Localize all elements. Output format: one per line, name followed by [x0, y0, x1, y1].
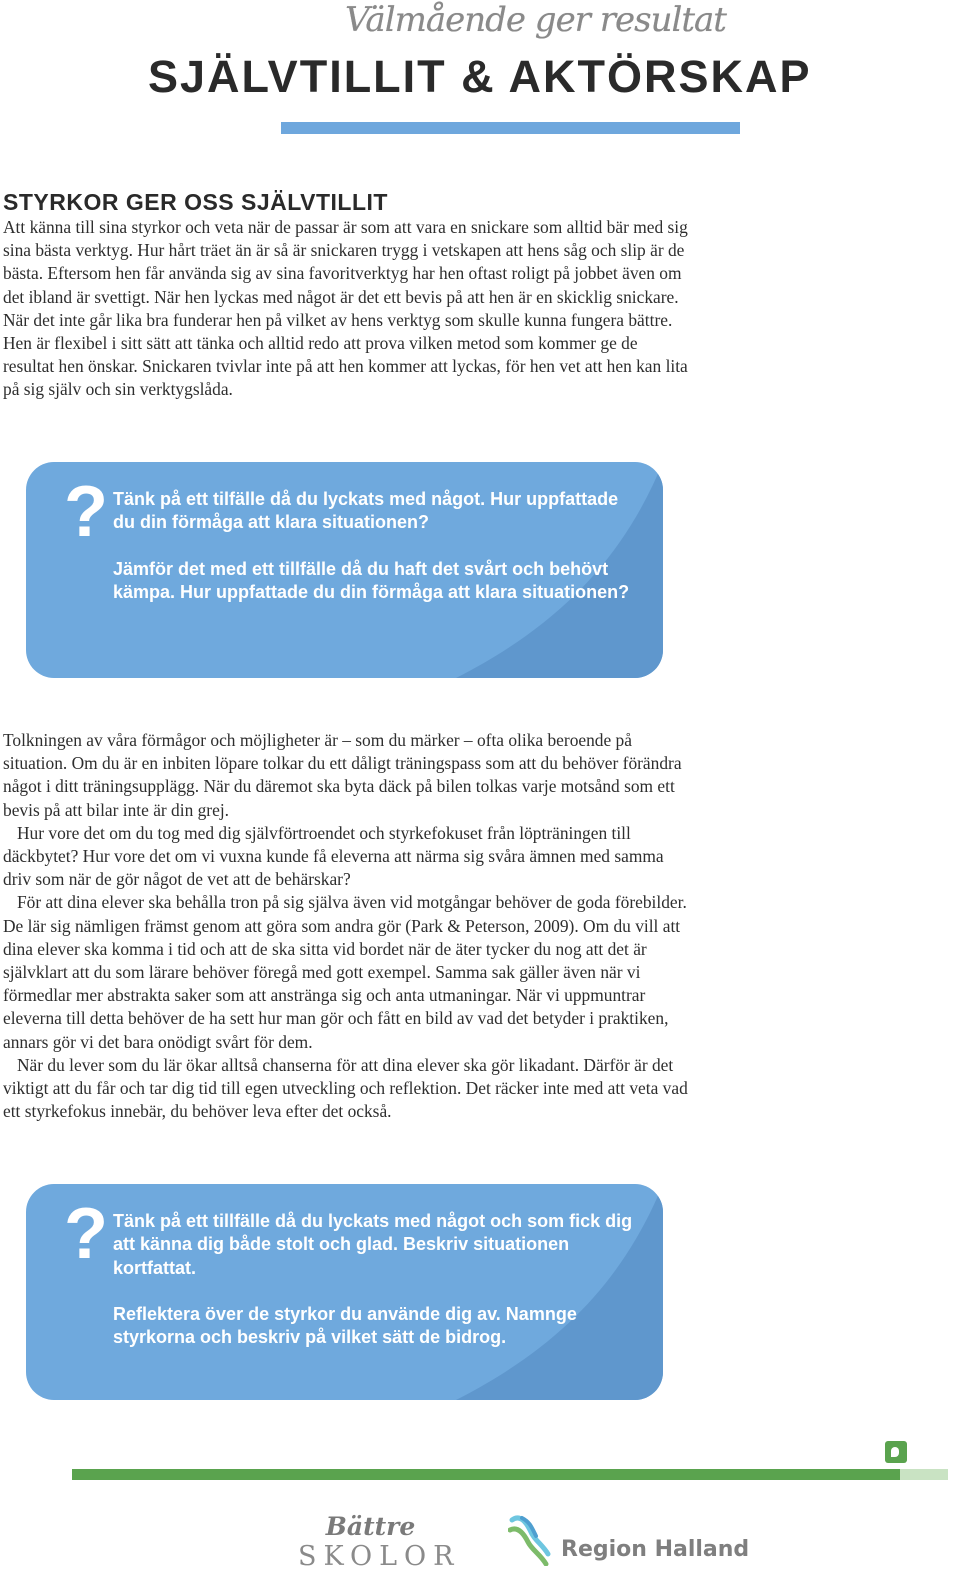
battre-skolor-logo — [298, 1512, 461, 1574]
intro-text — [3, 216, 693, 402]
main-paragraph: Hur vore det om du tog med dig självförtroendet och styrkefokuset från löpträningen till däckbytet? Hur vore det om vi vuxna kunde få eleverna att närma sig svåra ämnen med samma driv som när de gör något de vet att de behärskar? — [3, 822, 664, 890]
main-text — [3, 729, 693, 1123]
logo-caps-text: SKOLOR — [298, 1541, 461, 1572]
speech-bubble-icon — [885, 1441, 907, 1463]
region-halland-mark-icon — [508, 1514, 558, 1566]
section-heading: STYRKOR GER OSS SJÄLVTILLIT — [3, 189, 388, 215]
region-halland-text: Region Halland — [561, 1537, 750, 1562]
question-mark-icon: ? — [64, 472, 108, 552]
region-halland-logo — [508, 1514, 750, 1566]
intro-paragraph: Att känna till sina styrkor och veta när de passar är som att vara en snickare som alltid bär med sig sina bästa verktyg. Hur hårt träet än är så är snickaren trygg i vetskapen att hens såg och slip är de bästa. Eftersom hen får använda sig av sina favoritverktyg har hen oftast roligt på jobbet även om det ibland är svettigt. När hen lyckas med något är det ett bevis på att hen är en skicklig snickare. När det inte går lika bra funderar hen på vilket av hens verktyg som skulle kunna fungera bättre. Hen är flexibel i sitt sätt att tänka och alltid redo att prova vilken metod som kommer ge de resultat hen önskar. Snickaren tvivlar inte på att hen kommer att lyckas, för hen vet att hen kan lita på sig själv och sin verktygslåda. — [3, 217, 688, 400]
footer-green-bar-light — [900, 1469, 948, 1480]
question-box-text — [113, 488, 633, 627]
title-underline — [281, 122, 740, 134]
main-paragraph: För att dina elever ska behålla tron på sig själva även vid motgångar behöver de goda förebilder. De lär sig nämligen främst genom att göra som andra gör (Park & Peterson, 2009). Om du vill att dina elever ska komma i tid och att de ska sitta vid bordet när de äter tycker du nog att det är självklart att du som lärare behöver föregå med gott exempel. Samma sak gäller även när vi förmedlar mer abstrakta saker som att anstränga sig och anta utmaningar. När vi uppmuntrar eleverna till detta behöver de ha sett hur man gör och fått en bild av vad det betyder i praktiken, annars gör vi det bara onödigt svårt för dem. — [3, 892, 687, 1052]
main-paragraph: Tolkningen av våra förmågor och möjligheter är – som du märker – ofta olika beroende på situation. Om du är en inbiten löpare tolkar du ett dåligt träningspass som att du behöver förändra något i ditt träningsupplägg. När du däremot ska byta däck på bilen tolkas varje motsånd som ett bevis på att bilar inte är din grej. — [3, 730, 682, 820]
question-text: Reflektera över de styrkor du använde dig av. Namnge styrkorna och beskriv på vilket sätt de bidrog. — [113, 1303, 577, 1348]
logo-script-text: Bättre — [325, 1512, 416, 1541]
main-paragraph: När du lever som du lär ökar alltså chanserna för att dina elever ska gör likadant. Därför är det viktigt att du får och tar dig tid till egen utveckling och reflektion. Det räcker inte med att veta vad ett styrkefokus innebär, du behöver leva efter det också. — [3, 1054, 688, 1122]
footer-green-bar — [72, 1469, 900, 1480]
question-box-text — [113, 1210, 633, 1372]
question-text: Tänk på ett tillfälle då du lyckats med något och som fick dig att känna dig både stolt och glad. Beskriv situationen kortfattat. — [113, 1211, 633, 1278]
question-box-1 — [26, 462, 663, 678]
question-text: Jämför det med ett tillfälle då du haft det svårt och behövt kämpa. Hur uppfattade du din förmåga att klara situationen? — [113, 558, 630, 602]
page-tagline: Välmående ger resultat — [345, 0, 726, 40]
question-box-2 — [26, 1184, 663, 1400]
question-mark-icon: ? — [64, 1194, 108, 1274]
page-title: SJÄLVTILLIT & AKTÖRSKAP — [148, 51, 812, 102]
question-text: Tänk på ett tilfälle då du lyckats med något. Hur uppfattade du din förmåga att klara situationen? — [113, 489, 619, 533]
